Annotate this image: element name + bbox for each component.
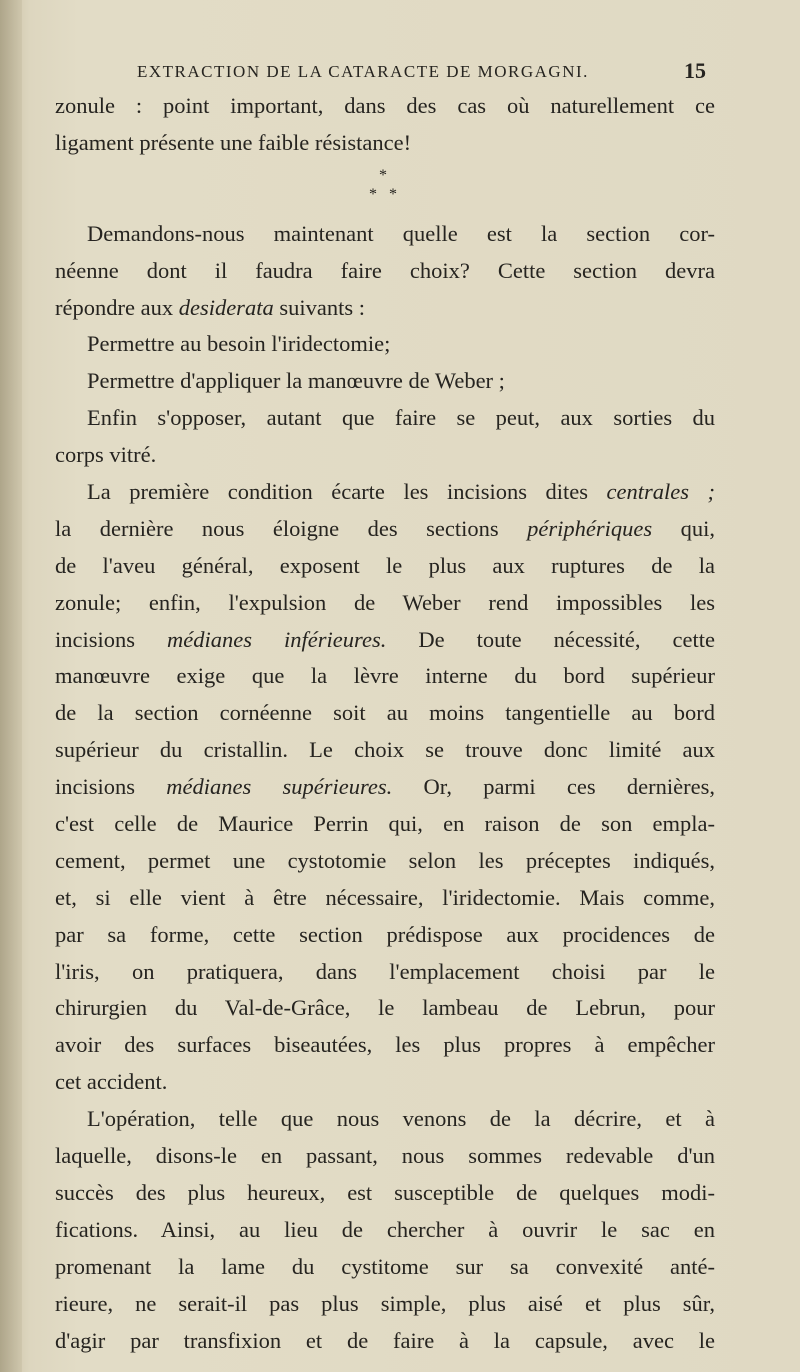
text-line: Demandons-nous maintenant quelle est la section cor- (87, 220, 715, 246)
text-line: répondre aux desiderata suivants : (55, 294, 365, 320)
text-line: Permettre d'appliquer la manœuvre de Weber ; (87, 368, 505, 394)
text-line: chirurgien du Val-de-Grâce, le lambeau de Lebrun, pour (55, 995, 715, 1021)
italic-term: périphériques (527, 515, 653, 541)
italic-term: desiderata (178, 294, 274, 320)
page-number: 15 (684, 58, 706, 83)
text-line: néenne dont il faudra faire choix? Cette section devra (55, 257, 715, 283)
text-line: la dernière nous éloigne des sections périphériques qui, (55, 515, 715, 541)
text-line: c'est celle de Maurice Perrin qui, en raison de son empla- (55, 811, 715, 837)
text-line: succès des plus heureux, est susceptible de quelques modi- (55, 1179, 715, 1205)
text-line: d'agir par transfixion et de faire à la capsule, avec le (55, 1327, 715, 1353)
body-text (55, 88, 715, 1359)
text-line: fications. Ainsi, au lieu de chercher à ouvrir le sac en (55, 1216, 715, 1242)
text-line: promenant la lame du cystitome sur sa convexité anté- (55, 1253, 715, 1279)
text-line: incisions médianes supérieures. Or, parmi ces dernières, (55, 774, 715, 800)
italic-term: médianes supérieures. (166, 774, 393, 800)
section-break-asterism (55, 162, 715, 216)
text-line: corps vitré. (55, 442, 157, 468)
asterism-star: * (369, 185, 377, 203)
running-head: EXTRACTION DE LA CATARACTE DE MORGAGNI. (137, 62, 589, 81)
italic-term: médianes inférieures. (167, 626, 387, 652)
text-line: l'iris, on pratiquera, dans l'emplacement choisi par le (55, 958, 715, 984)
text-line: Permettre au besoin l'iridectomie; (87, 331, 391, 357)
text-line: par sa forme, cette section prédispose aux procidences de (55, 921, 715, 947)
asterism-star: * (379, 166, 387, 184)
text-line: avoir des surfaces biseautées, les plus propres à empêcher (55, 1032, 715, 1058)
text-line: Enfin s'opposer, autant que faire se peut, aux sorties du (87, 405, 715, 431)
text-line: incisions médianes inférieures. De toute nécessité, cette (55, 626, 715, 652)
text-line: de l'aveu général, exposent le plus aux ruptures de la (55, 552, 715, 578)
text-line: laquelle, disons-le en passant, nous sommes redevable d'un (55, 1143, 715, 1169)
text-line: La première condition écarte les incisions dites centrales ; (87, 479, 716, 505)
italic-term: centrales ; (606, 479, 716, 505)
text-line: et, si elle vient à être nécessaire, l'iridectomie. Mais comme, (55, 884, 715, 910)
asterism-star: * (389, 185, 397, 203)
text-line: cement, permet une cystotomie selon les préceptes indiqués, (55, 847, 715, 873)
text-line: manœuvre exige que la lèvre interne du bord supérieur (55, 663, 715, 689)
page-gutter-shadow (0, 0, 22, 1372)
text-line: L'opération, telle que nous venons de la décrire, et à (87, 1106, 715, 1132)
text-line: rieure, ne serait-il pas plus simple, plus aisé et plus sûr, (55, 1290, 715, 1316)
text-line: zonule : point important, dans des cas où naturellement ce (55, 93, 715, 118)
page-header (0, 58, 800, 88)
text-line: de la section cornéenne soit au moins tangentielle au bord (55, 700, 715, 726)
text-line: supérieur du cristallin. Le choix se trouve donc limité aux (55, 737, 715, 763)
text-line: ligament présente une faible résistance! (55, 129, 412, 155)
text-line: cet accident. (55, 1069, 168, 1095)
text-line: zonule; enfin, l'expulsion de Weber rend impossibles les (55, 589, 715, 615)
